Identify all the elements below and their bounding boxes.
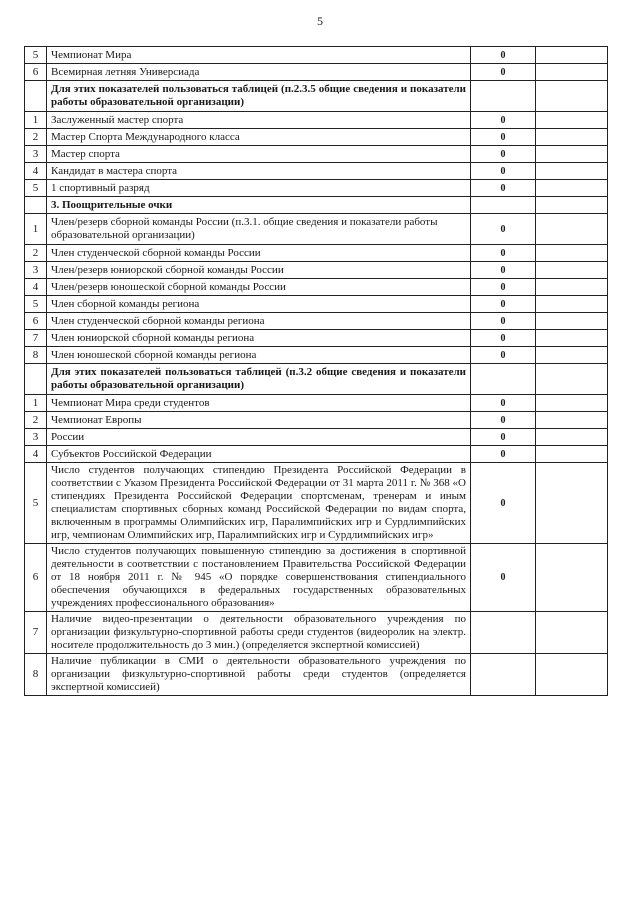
row-number: 3 [25, 262, 47, 279]
row-number: 6 [25, 64, 47, 81]
row-text: Член/резерв сборной команды России (п.3.1. общие сведения и показатели работы образовательной организации) [47, 214, 471, 245]
row-value: 0 [471, 129, 536, 146]
row-number: 5 [25, 296, 47, 313]
row-text: Чемпионат Мира среди студентов [47, 395, 471, 412]
section-header-row [25, 81, 608, 112]
empty-cell [536, 544, 608, 612]
row-text: Чемпионат Мира [47, 47, 471, 64]
table-row [25, 313, 608, 330]
section-header-text: Для этих показателей пользоваться таблицей (п.2.3.5 общие сведения и показатели работы образовательной организации) [47, 81, 471, 112]
row-number: 3 [25, 146, 47, 163]
row-value: 0 [471, 446, 536, 463]
section-header-text: Для этих показателей пользоваться таблицей (п.3.2 общие сведения и показатели работы образовательной организации) [47, 364, 471, 395]
row-number: 8 [25, 347, 47, 364]
row-text: Наличие публикации в СМИ о деятельности образовательного учреждения по организации физкультурно-спортивной работы среди студентов (определяется экспертной комиссией) [47, 654, 471, 696]
empty-cell [536, 245, 608, 262]
row-number: 6 [25, 544, 47, 612]
indicators-table [24, 46, 608, 696]
table-row [25, 214, 608, 245]
empty-cell [536, 64, 608, 81]
table-row [25, 347, 608, 364]
empty-cell [536, 313, 608, 330]
empty-cell [536, 112, 608, 129]
empty-cell [536, 446, 608, 463]
row-value: 0 [471, 313, 536, 330]
row-text: Член/резерв юношеской сборной команды России [47, 279, 471, 296]
empty-cell [536, 279, 608, 296]
row-value: 0 [471, 544, 536, 612]
table-row [25, 146, 608, 163]
row-value [471, 364, 536, 395]
table-row [25, 446, 608, 463]
row-text: Член юношеской сборной команды региона [47, 347, 471, 364]
table-row [25, 544, 608, 612]
row-text: Член студенческой сборной команды России [47, 245, 471, 262]
row-text: 1 спортивный разряд [47, 180, 471, 197]
row-number: 2 [25, 245, 47, 262]
empty-cell [536, 330, 608, 347]
row-number [25, 364, 47, 395]
empty-cell [536, 654, 608, 696]
row-value [471, 81, 536, 112]
table-row [25, 279, 608, 296]
table-row [25, 330, 608, 347]
empty-cell [536, 347, 608, 364]
row-value: 0 [471, 146, 536, 163]
row-text: Член студенческой сборной команды региона [47, 313, 471, 330]
row-number [25, 197, 47, 214]
table-row [25, 180, 608, 197]
row-text: Субъектов Российской Федерации [47, 446, 471, 463]
row-text: Всемирная летняя Универсиада [47, 64, 471, 81]
row-number: 5 [25, 47, 47, 64]
empty-cell [536, 197, 608, 214]
table-row [25, 64, 608, 81]
empty-cell [536, 81, 608, 112]
row-text: Мастер Спорта Международного класса [47, 129, 471, 146]
empty-cell [536, 463, 608, 544]
row-value: 0 [471, 47, 536, 64]
section-header-row [25, 197, 608, 214]
row-value: 0 [471, 163, 536, 180]
row-value: 0 [471, 262, 536, 279]
row-value: 0 [471, 330, 536, 347]
empty-cell [536, 214, 608, 245]
row-value: 0 [471, 279, 536, 296]
row-number: 2 [25, 129, 47, 146]
empty-cell [536, 47, 608, 64]
empty-cell [536, 395, 608, 412]
row-text: Мастер спорта [47, 146, 471, 163]
row-number: 4 [25, 163, 47, 180]
table-row [25, 163, 608, 180]
row-number: 7 [25, 612, 47, 654]
table-row [25, 262, 608, 279]
empty-cell [536, 129, 608, 146]
row-value [471, 612, 536, 654]
row-number: 1 [25, 112, 47, 129]
row-number: 4 [25, 279, 47, 296]
row-text: России [47, 429, 471, 446]
empty-cell [536, 163, 608, 180]
row-value: 0 [471, 180, 536, 197]
row-text: Член юниорской сборной команды региона [47, 330, 471, 347]
row-text: Чемпионат Европы [47, 412, 471, 429]
row-text: Заслуженный мастер спорта [47, 112, 471, 129]
empty-cell [536, 262, 608, 279]
table-row [25, 112, 608, 129]
row-text: Число студентов получающих повышенную стипендию за достижения в спортивной деятельности в соответствии с постановлением Правительства Российской Федерации от 18 ноября 2011 г. № 945 «О порядке совершенствования стипендиального обеспечения обучающихся в федеральных государственных образовательных учреждениях профессионального образования» [47, 544, 471, 612]
row-value: 0 [471, 245, 536, 262]
row-text: Наличие видео-презентации о деятельности образовательного учреждения по организации физкультурно-спортивной работы среди студентов (видеоролик на электр. носителе продолжительность до 3 мин.) (определяется экспертной комиссией) [47, 612, 471, 654]
table-row [25, 129, 608, 146]
row-value: 0 [471, 347, 536, 364]
row-number: 8 [25, 654, 47, 696]
row-text: Кандидат в мастера спорта [47, 163, 471, 180]
row-number: 2 [25, 412, 47, 429]
empty-cell [536, 180, 608, 197]
row-number [25, 81, 47, 112]
row-text: Число студентов получающих стипендию Президента Российской Федерации в соответствии с Указом Президента Российской Федерации от 31 марта 2011 г. № 368 «О стипендиях Президента Российской Федерации спортсменам, тренерам и иным специалистам спортивных сборных команд Российской Федерации по видам спорта, включенным в программы Олимпийских игр, Паралимпийских игр и Сурдлимпийских игр, чемпионам Олимпийских игр, Паралимпийских игр и Сурдлимпийских игр» [47, 463, 471, 544]
row-value: 0 [471, 395, 536, 412]
empty-cell [536, 429, 608, 446]
page-number: 5 [317, 14, 323, 28]
empty-cell [536, 612, 608, 654]
table-row [25, 245, 608, 262]
table-row [25, 612, 608, 654]
row-number: 4 [25, 446, 47, 463]
row-value: 0 [471, 64, 536, 81]
empty-cell [536, 412, 608, 429]
table-row [25, 429, 608, 446]
row-text: Член сборной команды региона [47, 296, 471, 313]
table-row [25, 47, 608, 64]
row-text: Член/резерв юниорской сборной команды России [47, 262, 471, 279]
empty-cell [536, 364, 608, 395]
row-number: 7 [25, 330, 47, 347]
row-number: 5 [25, 463, 47, 544]
row-value [471, 197, 536, 214]
row-number: 1 [25, 214, 47, 245]
row-value [471, 654, 536, 696]
empty-cell [536, 296, 608, 313]
empty-cell [536, 146, 608, 163]
row-number: 6 [25, 313, 47, 330]
row-value: 0 [471, 463, 536, 544]
row-value: 0 [471, 112, 536, 129]
row-value: 0 [471, 296, 536, 313]
row-number: 1 [25, 395, 47, 412]
section-header-row [25, 364, 608, 395]
row-value: 0 [471, 429, 536, 446]
table-row [25, 412, 608, 429]
table-row [25, 395, 608, 412]
section-header-text: 3. Поощрительные очки [47, 197, 471, 214]
row-value: 0 [471, 412, 536, 429]
table-row [25, 296, 608, 313]
row-number: 3 [25, 429, 47, 446]
table-row [25, 463, 608, 544]
row-number: 5 [25, 180, 47, 197]
row-value: 0 [471, 214, 536, 245]
table-row [25, 654, 608, 696]
